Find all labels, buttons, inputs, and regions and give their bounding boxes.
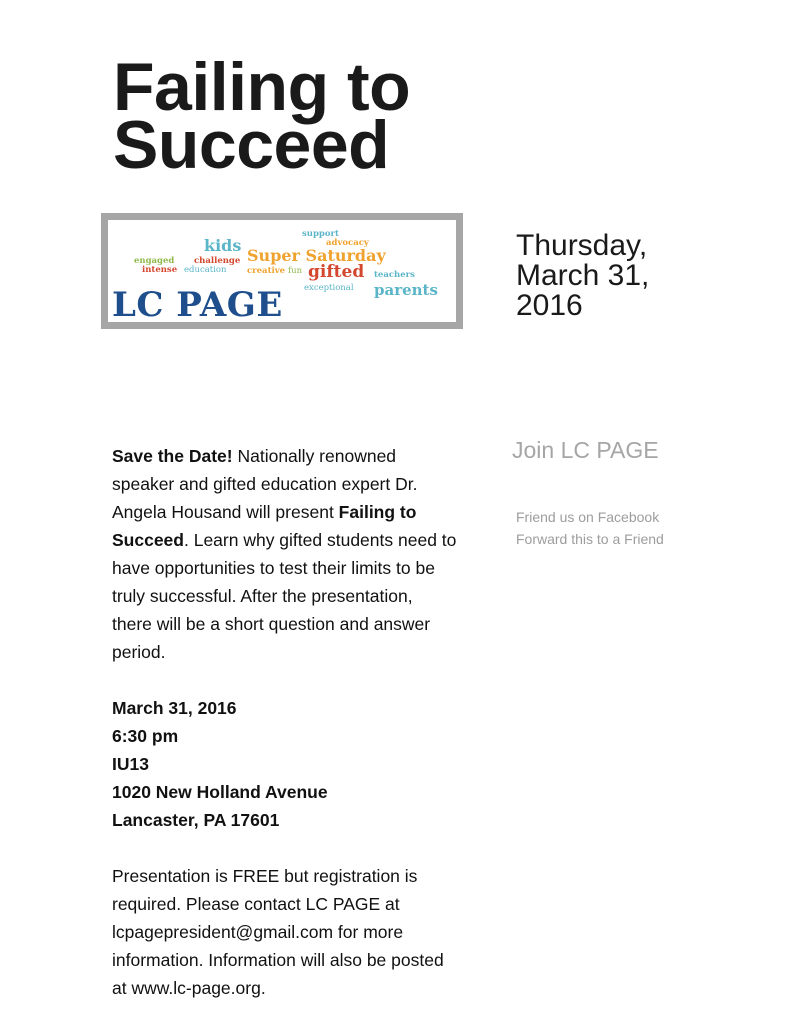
logo-word-education: education	[184, 265, 227, 275]
event-date-weekday: Thursday,	[516, 229, 648, 262]
event-date-year: 2016	[516, 289, 583, 322]
talk-title: Failing to Succeed	[112, 502, 417, 550]
event-date-heading	[516, 231, 746, 321]
logo-brand: LC PAGE	[112, 285, 283, 322]
logo-word-challenge: challenge	[194, 256, 241, 266]
logo-word-super-saturday: Super Saturday	[247, 246, 386, 265]
forward-link[interactable]: Forward this to a Friend	[516, 531, 664, 547]
logo-word-support: support	[302, 229, 339, 239]
announcement-body	[112, 442, 457, 1002]
facebook-link[interactable]: Friend us on Facebook	[516, 509, 660, 525]
logo-word-fun: fun	[288, 266, 303, 276]
logo-word-advocacy: advocacy	[326, 238, 369, 248]
lc-page-logo	[101, 213, 463, 329]
detail-street: 1020 New Holland Avenue	[112, 782, 328, 802]
logo-word-parents: parents	[374, 281, 438, 299]
title-line-1: Failing to	[113, 49, 411, 125]
event-details	[112, 694, 457, 834]
logo-word-engaged: engaged	[134, 256, 175, 266]
detail-time: 6:30 pm	[112, 726, 179, 746]
intro-paragraph	[112, 442, 457, 666]
logo-word-kids: kids	[204, 236, 242, 255]
logo-word-exceptional: exceptional	[304, 283, 354, 293]
detail-date: March 31, 2016	[112, 698, 237, 718]
registration-paragraph: Presentation is FREE but registration is required. Please contact LC PAGE at lcpagepresident@gmail.com for more information. Information will also be posted at www.lc-page.org.	[112, 866, 444, 998]
detail-venue: IU13	[112, 754, 149, 774]
logo-word-intense: intense	[142, 265, 178, 275]
page-title	[113, 49, 533, 183]
logo-word-teachers: teachers	[374, 270, 415, 280]
title-line-2: Succeed	[113, 107, 390, 183]
intro-text-1: Nationally renowned speaker and gifted education expert Dr. Angela Housand will present	[112, 446, 418, 522]
detail-city: Lancaster, PA 17601	[112, 810, 280, 830]
event-date-month-day: March 31,	[516, 259, 650, 292]
join-heading: Join LC PAGE	[512, 437, 659, 463]
intro-text-2: . Learn why gifted students need to have opportunities to test their limits to be truly successful. After the presentation, there will be a short question and answer period.	[112, 530, 457, 662]
logo-word-gifted: gifted	[308, 262, 365, 282]
logo-word-cloud	[108, 220, 456, 322]
save-the-date-label: Save the Date!	[112, 446, 233, 466]
logo-word-creative: creative	[247, 266, 286, 276]
